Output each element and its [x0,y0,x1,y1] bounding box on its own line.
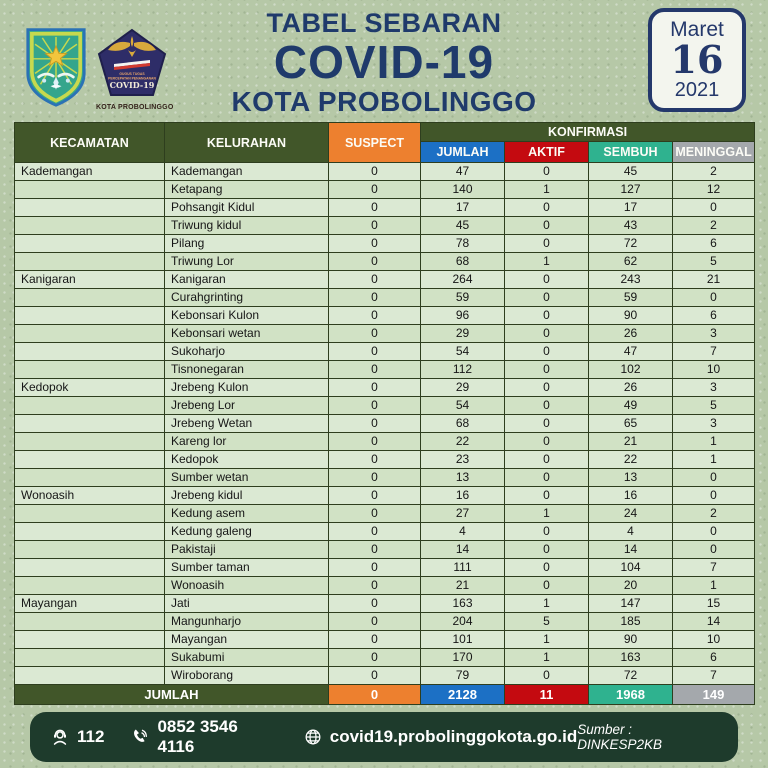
jumlah-cell: 204 [421,613,505,631]
kelurahan-cell: Kanigaran [165,271,329,289]
kelurahan-cell: Pohsangit Kidul [165,199,329,217]
meninggal-cell: 2 [673,217,755,235]
suspect-cell: 0 [329,325,421,343]
suspect-cell: 0 [329,631,421,649]
kecamatan-cell [15,505,165,523]
table-header [15,123,755,163]
probolinggo-city-crest-logo [24,26,88,108]
covid-distribution-table [14,122,755,705]
suspect-cell: 0 [329,289,421,307]
jumlah-cell: 13 [421,469,505,487]
suspect-cell: 0 [329,469,421,487]
meninggal-cell: 3 [673,325,755,343]
sembuh-cell: 127 [589,181,673,199]
aktif-cell: 1 [505,253,589,271]
kecamatan-cell [15,649,165,667]
kecamatan-cell [15,631,165,649]
kecamatan-cell [15,577,165,595]
suspect-cell: 0 [329,577,421,595]
jumlah-cell: 22 [421,433,505,451]
table-row [15,163,755,181]
sembuh-cell: 49 [589,397,673,415]
table-row [15,415,755,433]
meninggal-cell: 6 [673,649,755,667]
aktif-cell: 0 [505,433,589,451]
total-jumlah-cell: 2128 [421,685,505,705]
suspect-cell: 0 [329,181,421,199]
emergency-number: 112 [77,727,105,746]
table-row [15,613,755,631]
kecamatan-cell [15,469,165,487]
kelurahan-cell: Triwung Lor [165,253,329,271]
kecamatan-cell [15,181,165,199]
sembuh-cell: 185 [589,613,673,631]
meninggal-cell: 12 [673,181,755,199]
meninggal-cell: 1 [673,433,755,451]
task-force-caption: KOTA PROBOLINGGO [96,104,174,111]
table-row [15,523,755,541]
meninggal-cell: 0 [673,199,755,217]
meninggal-cell: 21 [673,271,755,289]
col-header-konfirmasi: KONFIRMASI [421,123,755,142]
table-row [15,379,755,397]
meninggal-cell: 7 [673,343,755,361]
jumlah-cell: 4 [421,523,505,541]
suspect-cell: 0 [329,217,421,235]
kelurahan-cell: Kareng lor [165,433,329,451]
kecamatan-cell [15,307,165,325]
table-row [15,649,755,667]
table-row [15,505,755,523]
phone-icon [130,727,150,747]
kelurahan-cell: Sumber taman [165,559,329,577]
jumlah-cell: 96 [421,307,505,325]
website-url: covid19.probolinggokota.go.id [329,727,578,746]
meninggal-cell: 0 [673,469,755,487]
kelurahan-cell: Mayangan [165,631,329,649]
jumlah-cell: 163 [421,595,505,613]
sembuh-cell: 243 [589,271,673,289]
meninggal-cell: 7 [673,667,755,685]
sembuh-cell: 13 [589,469,673,487]
kelurahan-cell: Pilang [165,235,329,253]
suspect-cell: 0 [329,163,421,181]
table-row [15,397,755,415]
table-row [15,577,755,595]
title-line1: TABEL SEBARAN [266,8,502,38]
kelurahan-cell: Wonoasih [165,577,329,595]
suspect-cell: 0 [329,541,421,559]
suspect-cell: 0 [329,361,421,379]
sembuh-cell: 90 [589,631,673,649]
suspect-cell: 0 [329,559,421,577]
suspect-cell: 0 [329,199,421,217]
kecamatan-cell [15,613,165,631]
sembuh-cell: 65 [589,415,673,433]
col-header-kelurahan: KELURAHAN [165,123,329,163]
table-row [15,235,755,253]
meninggal-cell: 0 [673,289,755,307]
meninggal-cell: 1 [673,451,755,469]
sembuh-cell: 17 [589,199,673,217]
sembuh-cell: 26 [589,325,673,343]
aktif-cell: 1 [505,181,589,199]
jumlah-cell: 78 [421,235,505,253]
task-force-text-line2: PERCEPATAN PENANGANAN [108,76,156,81]
jumlah-cell: 23 [421,451,505,469]
jumlah-cell: 79 [421,667,505,685]
date-day: 16 [670,37,724,83]
kecamatan-cell: Kedopok [15,379,165,397]
suspect-cell: 0 [329,307,421,325]
suspect-cell: 0 [329,379,421,397]
kecamatan-cell [15,559,165,577]
meninggal-cell: 0 [673,541,755,559]
suspect-cell: 0 [329,433,421,451]
col-header-suspect: SUSPECT [329,123,421,163]
data-source: Sumber : DINKESP2KB [577,722,663,752]
table-row [15,631,755,649]
total-aktif-cell: 11 [505,685,589,705]
meninggal-cell: 2 [673,163,755,181]
table-row [15,199,755,217]
kelurahan-cell: Sumber wetan [165,469,329,487]
aktif-cell: 0 [505,325,589,343]
sembuh-cell: 104 [589,559,673,577]
jumlah-cell: 45 [421,217,505,235]
kecamatan-cell: Kademangan [15,163,165,181]
sembuh-cell: 102 [589,361,673,379]
sembuh-cell: 45 [589,163,673,181]
jumlah-cell: 21 [421,577,505,595]
kecamatan-cell [15,415,165,433]
jumlah-cell: 140 [421,181,505,199]
aktif-cell: 0 [505,415,589,433]
task-force-text-line1: GUGUS TUGAS [119,72,145,76]
meninggal-cell: 3 [673,379,755,397]
suspect-cell: 0 [329,487,421,505]
table-row [15,217,755,235]
website-info [303,727,577,747]
sembuh-cell: 47 [589,343,673,361]
table-row [15,559,755,577]
table-row [15,595,755,613]
call-center-icon [50,727,70,747]
aktif-cell: 1 [505,631,589,649]
page-title [231,8,536,118]
kecamatan-cell [15,235,165,253]
col-header-kecamatan: KECAMATAN [15,123,165,163]
title-line3: KOTA PROBOLINGGO [231,85,537,117]
sembuh-cell: 59 [589,289,673,307]
total-row [15,685,755,705]
table-row [15,307,755,325]
kecamatan-cell [15,433,165,451]
aktif-cell: 0 [505,163,589,181]
suspect-cell: 0 [329,595,421,613]
phone-contact [130,717,276,757]
phone-number: 0852 3546 4116 [157,717,238,756]
kecamatan-cell [15,343,165,361]
kelurahan-cell: Wiroborang [165,667,329,685]
table-row [15,487,755,505]
jumlah-cell: 54 [421,397,505,415]
sembuh-cell: 14 [589,541,673,559]
kecamatan-cell [15,199,165,217]
kecamatan-cell [15,667,165,685]
jumlah-cell: 27 [421,505,505,523]
kelurahan-cell: Pakistaji [165,541,329,559]
kecamatan-cell [15,451,165,469]
kecamatan-cell: Mayangan [15,595,165,613]
total-suspect-cell: 0 [329,685,421,705]
jumlah-cell: 59 [421,289,505,307]
kelurahan-cell: Jrebeng Lor [165,397,329,415]
aktif-cell: 0 [505,289,589,307]
table-row [15,667,755,685]
sembuh-cell: 62 [589,253,673,271]
suspect-cell: 0 [329,397,421,415]
sembuh-cell: 22 [589,451,673,469]
meninggal-cell: 7 [673,559,755,577]
aktif-cell: 0 [505,487,589,505]
col-header-sembuh: SEMBUH [589,142,673,163]
meninggal-cell: 0 [673,523,755,541]
total-label-cell: JUMLAH [15,685,329,705]
kelurahan-cell: Kedung galeng [165,523,329,541]
aktif-cell: 1 [505,649,589,667]
jumlah-cell: 47 [421,163,505,181]
suspect-cell: 0 [329,451,421,469]
jumlah-cell: 101 [421,631,505,649]
date-month: Maret [670,17,724,41]
aktif-cell: 0 [505,523,589,541]
total-meninggal-cell: 149 [673,685,755,705]
table-row [15,433,755,451]
aktif-cell: 0 [505,361,589,379]
aktif-cell: 0 [505,469,589,487]
kecamatan-cell: Wonoasih [15,487,165,505]
jumlah-cell: 29 [421,325,505,343]
sembuh-cell: 21 [589,433,673,451]
kelurahan-cell: Sukoharjo [165,343,329,361]
kecamatan-cell [15,253,165,271]
kelurahan-cell: Kedung asem [165,505,329,523]
aktif-cell: 0 [505,559,589,577]
col-header-meninggal: MENINGGAL [673,142,755,163]
table-row [15,289,755,307]
sembuh-cell: 72 [589,235,673,253]
jumlah-cell: 170 [421,649,505,667]
kelurahan-cell: Jrebeng kidul [165,487,329,505]
table-row [15,181,755,199]
meninggal-cell: 3 [673,415,755,433]
table-row [15,271,755,289]
jumlah-cell: 112 [421,361,505,379]
sembuh-cell: 20 [589,577,673,595]
emergency-contact [50,727,104,747]
col-header-aktif: AKTIF [505,142,589,163]
header [0,0,768,120]
kelurahan-cell: Sukabumi [165,649,329,667]
suspect-cell: 0 [329,271,421,289]
jumlah-cell: 16 [421,487,505,505]
jumlah-cell: 54 [421,343,505,361]
jumlah-cell: 29 [421,379,505,397]
sembuh-cell: 72 [589,667,673,685]
kecamatan-cell [15,217,165,235]
kelurahan-cell: Kademangan [165,163,329,181]
kecamatan-cell [15,523,165,541]
aktif-cell: 1 [505,595,589,613]
jumlah-cell: 14 [421,541,505,559]
table-row [15,325,755,343]
kecamatan-cell [15,325,165,343]
covid-task-force-logo [96,28,174,111]
kelurahan-cell: Triwung kidul [165,217,329,235]
kelurahan-cell: Tisnonegaran [165,361,329,379]
meninggal-cell: 14 [673,613,755,631]
meninggal-cell: 2 [673,505,755,523]
sembuh-cell: 43 [589,217,673,235]
sembuh-cell: 16 [589,487,673,505]
meninggal-cell: 0 [673,487,755,505]
kecamatan-cell [15,397,165,415]
aktif-cell: 0 [505,451,589,469]
table-row [15,451,755,469]
kecamatan-cell [15,361,165,379]
meninggal-cell: 5 [673,253,755,271]
meninggal-cell: 10 [673,631,755,649]
sembuh-cell: 24 [589,505,673,523]
suspect-cell: 0 [329,649,421,667]
aktif-cell: 0 [505,307,589,325]
meninggal-cell: 1 [673,577,755,595]
footer-bar [30,712,738,762]
kecamatan-cell [15,541,165,559]
jumlah-cell: 68 [421,415,505,433]
suspect-cell: 0 [329,523,421,541]
suspect-cell: 0 [329,253,421,271]
kelurahan-cell: Jati [165,595,329,613]
aktif-cell: 0 [505,379,589,397]
table-row [15,343,755,361]
meninggal-cell: 15 [673,595,755,613]
aktif-cell: 0 [505,343,589,361]
table-body [15,163,755,685]
kelurahan-cell: Curahgrinting [165,289,329,307]
aktif-cell: 1 [505,505,589,523]
kelurahan-cell: Ketapang [165,181,329,199]
table-footer [15,685,755,705]
kelurahan-cell: Kebonsari wetan [165,325,329,343]
aktif-cell: 0 [505,271,589,289]
kelurahan-cell: Kebonsari Kulon [165,307,329,325]
kecamatan-cell [15,289,165,307]
title-line2: COVID-19 [273,36,495,88]
table-row [15,361,755,379]
total-sembuh-cell: 1968 [589,685,673,705]
aktif-cell: 0 [505,577,589,595]
jumlah-cell: 111 [421,559,505,577]
sembuh-cell: 90 [589,307,673,325]
kecamatan-cell: Kanigaran [15,271,165,289]
meninggal-cell: 10 [673,361,755,379]
date-year: 2021 [674,79,720,102]
suspect-cell: 0 [329,235,421,253]
suspect-cell: 0 [329,343,421,361]
table-row [15,253,755,271]
aktif-cell: 0 [505,217,589,235]
task-force-pentagon-icon [97,28,167,98]
aktif-cell: 5 [505,613,589,631]
date-badge [648,8,746,112]
meninggal-cell: 6 [673,235,755,253]
jumlah-cell: 264 [421,271,505,289]
kelurahan-cell: Mangunharjo [165,613,329,631]
kelurahan-cell: Jrebeng Wetan [165,415,329,433]
aktif-cell: 0 [505,199,589,217]
aktif-cell: 0 [505,667,589,685]
aktif-cell: 0 [505,397,589,415]
suspect-cell: 0 [329,613,421,631]
aktif-cell: 0 [505,235,589,253]
suspect-cell: 0 [329,505,421,523]
sembuh-cell: 4 [589,523,673,541]
sembuh-cell: 163 [589,649,673,667]
globe-icon [303,727,323,747]
col-header-jumlah: JUMLAH [421,142,505,163]
jumlah-cell: 68 [421,253,505,271]
meninggal-cell: 6 [673,307,755,325]
suspect-cell: 0 [329,667,421,685]
suspect-cell: 0 [329,415,421,433]
sembuh-cell: 147 [589,595,673,613]
table-row [15,541,755,559]
aktif-cell: 0 [505,541,589,559]
table-row [15,469,755,487]
meninggal-cell: 5 [673,397,755,415]
sembuh-cell: 26 [589,379,673,397]
jumlah-cell: 17 [421,199,505,217]
task-force-covid-label: COVID-19 [109,80,155,90]
kelurahan-cell: Jrebeng Kulon [165,379,329,397]
kelurahan-cell: Kedopok [165,451,329,469]
